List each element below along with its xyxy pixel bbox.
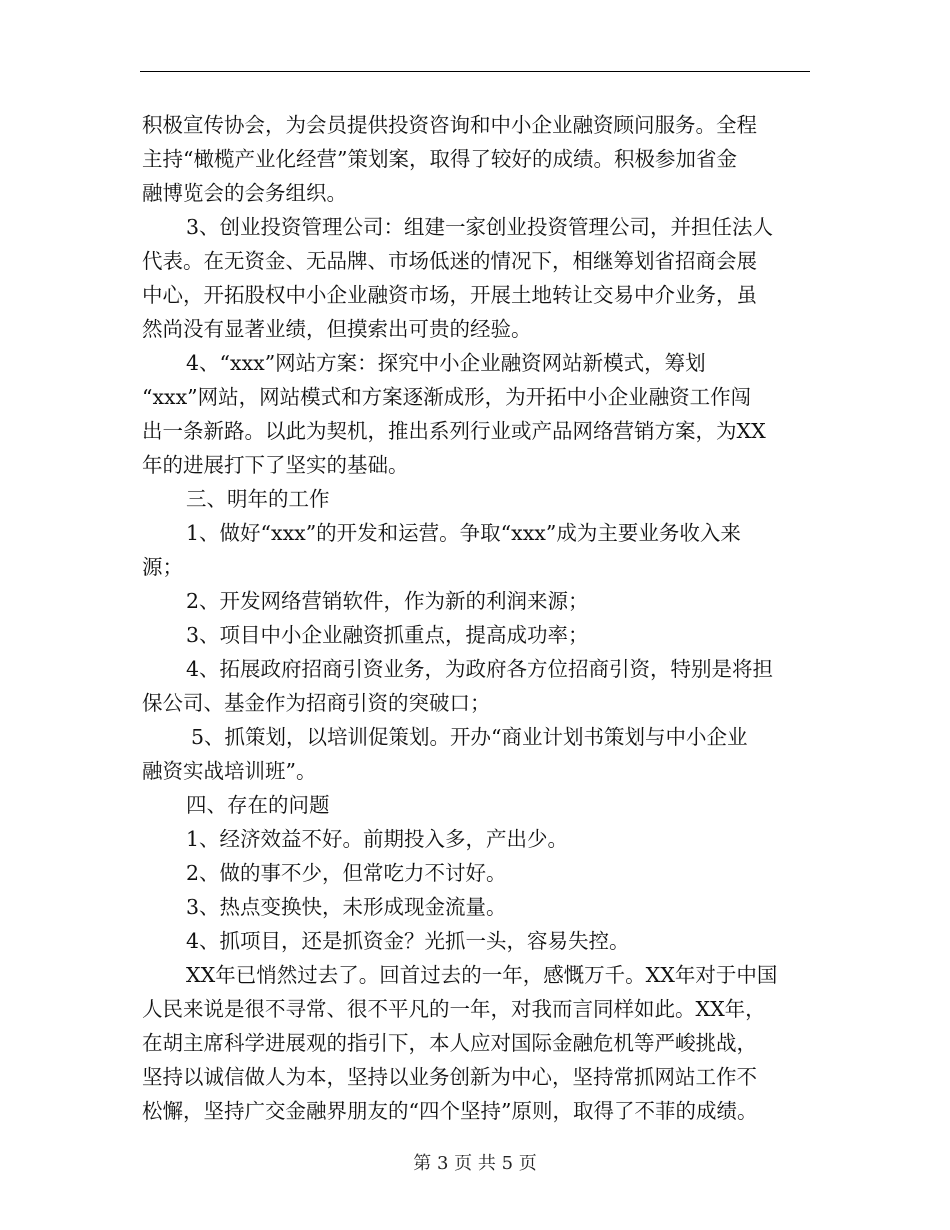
text-line: 松懈，坚持广交金融界朋友的“四个坚持”原则，取得了不菲的成绩。: [142, 1099, 758, 1123]
paragraph-start-line: 5、抓策划，以培训促策划。开办“商业计划书策划与中小企业: [191, 725, 748, 749]
paragraph-start-line: 4、抓项目，还是抓资金？光抓一头，容易失控。: [186, 929, 630, 953]
text-line: 然尚没有显著业绩，但摸索出可贵的经验。: [142, 317, 532, 341]
paragraph-start-line: 3、热点变换快，未形成现金流量。: [186, 895, 507, 919]
paragraph-start-line: 3、项目中小企业融资抓重点，提高成功率；: [186, 623, 589, 647]
text-line: 主持“橄榄产业化经营”策划案，取得了较好的成绩。积极参加省金: [142, 147, 737, 171]
paragraph-start-line: 4、拓展政府招商引资业务，为政府各方位招商引资，特别是将担: [186, 657, 774, 681]
text-line: 坚持以诚信做人为本，坚持以业务创新为中心，坚持常抓网站工作不: [142, 1065, 757, 1089]
text-line: 源；: [142, 555, 183, 579]
paragraph-start-line: 2、开发网络营销软件，作为新的利润来源；: [186, 589, 589, 613]
paragraph-start-line: 4、“xxx”网站方案：探究中小企业融资网站新模式，筹划: [186, 351, 706, 375]
paragraph-start-line: 2、做的事不少，但常吃力不讨好。: [186, 861, 507, 885]
page-number-footer: 第 3 页 共 5 页: [413, 1153, 537, 1174]
text-line: 中心，开拓股权中小企业融资市场，开展土地转让交易中介业务，虽: [142, 283, 757, 307]
section-heading: 四、存在的问题: [186, 793, 330, 817]
text-line: 出一条新路。以此为契机，推出系列行业或产品网络营销方案，为XX: [142, 419, 766, 443]
text-line: “xxx”网站，网站模式和方案逐渐成形，为开拓中小企业融资工作闯: [142, 385, 752, 409]
paragraph-start-line: 1、经济效益不好。前期投入多，产出少。: [186, 827, 569, 851]
paragraph-start-line: 3、创业投资管理公司：组建一家创业投资管理公司，并担任法人: [186, 215, 774, 239]
text-line: 融资实战培训班”。: [142, 759, 317, 783]
section-heading: 三、明年的工作: [186, 487, 330, 511]
text-line: 融博览会的会务组织。: [142, 181, 347, 205]
text-line: 年的进展打下了坚实的基础。: [142, 453, 409, 477]
document-body: [142, 108, 812, 1128]
text-line: 保公司、基金作为招商引资的突破口；: [142, 691, 491, 715]
text-line: 积极宣传协会，为会员提供投资咨询和中小企业融资顾问服务。全程: [142, 113, 757, 137]
header-rule: [140, 71, 810, 72]
text-line: 人民来说是很不寻常、很不平凡的一年，对我而言同样如此。XX年，: [142, 997, 766, 1021]
paragraph-start-line: 1、做好“xxx”的开发和运营。争取“xxx”成为主要业务收入来: [186, 521, 741, 545]
text-line: 代表。在无资金、无品牌、市场低迷的情况下，相继筹划省招商会展: [142, 249, 757, 273]
paragraph-start-line: XX年已悄然过去了。回首过去的一年，感慨万千。XX年对于中国: [186, 963, 778, 987]
text-line: 在胡主席科学进展观的指引下，本人应对国际金融危机等严峻挑战，: [142, 1031, 757, 1055]
